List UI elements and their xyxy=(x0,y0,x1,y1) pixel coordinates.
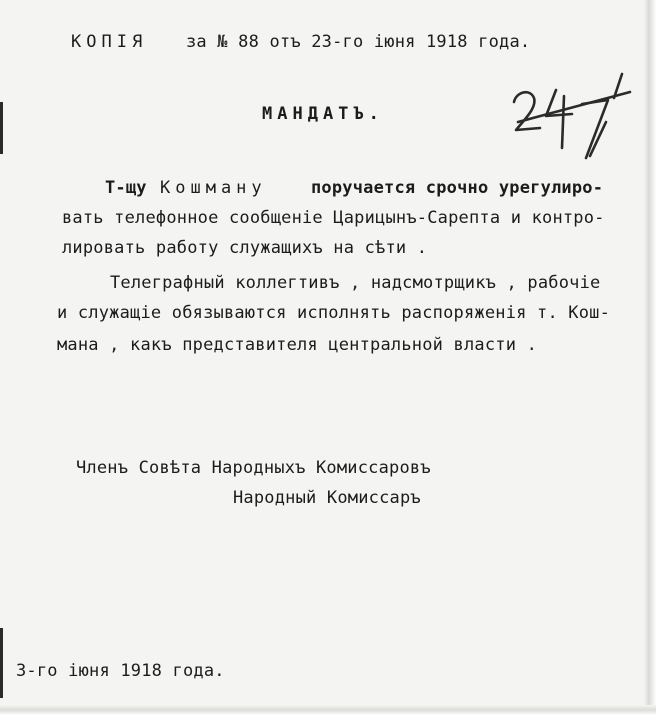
document-date: 3-го іюня 1918 года. xyxy=(16,661,225,681)
copy-number-date: за № 88 отъ 23-го іюня 1918 года. xyxy=(186,32,531,52)
paragraph2-line3: мана , какъ представителя центральной власти . xyxy=(57,335,538,355)
paragraph1-line2: вать телефонное сообщеніе Царицынъ-Сарепта и контро- xyxy=(62,208,605,228)
paragraph2-line2: и служащіе обязываются исполнять распоряженія т. Кош- xyxy=(57,303,611,323)
paragraph2-line1: Телеграфный коллегтивъ , надсмотрщикъ , рабочіе xyxy=(110,273,601,293)
page-edge-right xyxy=(644,0,656,715)
signature-title-line1: Членъ Совѣта Народныхъ Комиссаровъ xyxy=(76,458,431,478)
document-title: МАНДАТЪ. xyxy=(262,104,384,124)
binding-hole-mark xyxy=(0,102,3,154)
signature-title-line2: Народный Комиссаръ xyxy=(233,488,421,508)
handwritten-archive-number xyxy=(510,70,640,162)
page-edge-bottom xyxy=(0,705,656,715)
paragraph1-line1: поручается срочно урегулиро- xyxy=(311,178,604,198)
paragraph1-line3: лировать работу служащихъ на сѣти . xyxy=(62,238,428,258)
addressee-name: Кошману xyxy=(160,178,267,198)
copy-label: КОПІЯ xyxy=(71,32,148,52)
addressee-prefix: Т-щу xyxy=(105,178,147,198)
binding-hole-mark xyxy=(0,628,3,698)
